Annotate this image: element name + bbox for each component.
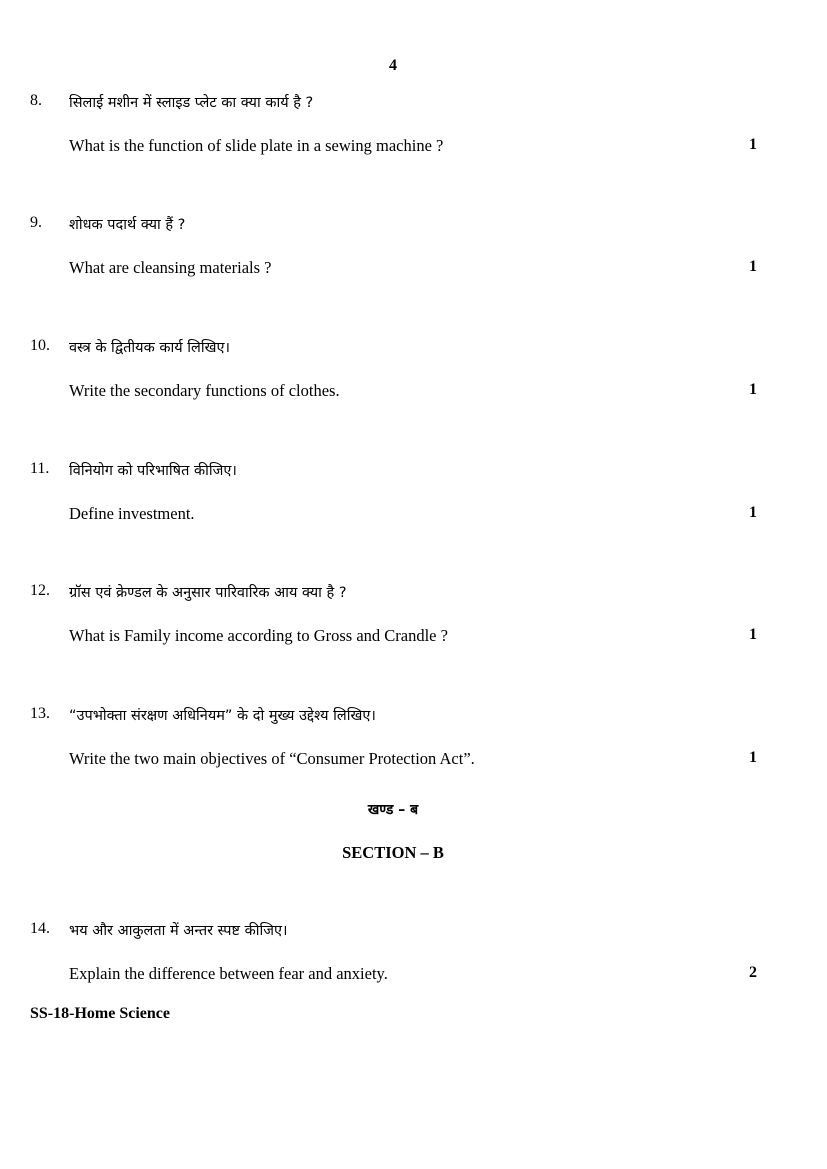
question-marks: 1	[749, 626, 757, 643]
question-12	[30, 582, 760, 650]
question-text-english: What is the function of slide plate in a sewing machine ?	[69, 136, 444, 155]
question-marks: 1	[749, 136, 757, 153]
page-number: 4	[389, 57, 397, 74]
question-text-english: What are cleansing materials ?	[69, 258, 272, 277]
question-11	[30, 460, 760, 528]
question-marks: 1	[749, 504, 757, 521]
question-number: 10.	[30, 337, 50, 354]
question-text-english: Write the two main objectives of “Consumer Protection Act”.	[69, 749, 475, 768]
question-9	[30, 214, 760, 282]
question-marks: 2	[749, 964, 757, 981]
question-text-english: Define investment.	[69, 504, 195, 523]
question-marks: 1	[749, 258, 757, 275]
question-text-hindi: विनियोग को परिभाषित कीजिए।	[69, 463, 237, 479]
question-marks: 1	[749, 381, 757, 398]
question-10	[30, 337, 760, 405]
question-number: 8.	[30, 92, 42, 109]
question-text-english: Write the secondary functions of clothes.	[69, 381, 340, 400]
question-14	[30, 920, 760, 988]
question-number: 13.	[30, 705, 50, 722]
question-text-hindi: वस्त्र के द्वितीयक कार्य लिखिए।	[69, 340, 230, 356]
question-text-hindi: शोधक पदार्थ क्या हैं ?	[69, 217, 186, 233]
question-number: 12.	[30, 582, 50, 599]
question-13	[30, 705, 760, 773]
question-number: 11.	[30, 460, 50, 477]
section-heading-hindi: खण्ड – ब	[367, 802, 419, 818]
question-text-hindi: ग्रॉस एवं क्रेण्डल के अनुसार पारिवारिक आय क्या है ?	[69, 585, 347, 601]
question-number: 9.	[30, 214, 42, 231]
question-text-hindi: “उपभोक्ता संरक्षण अधिनियम” के दो मुख्य उद्देश्य लिखिए।	[69, 708, 376, 724]
question-text-english: What is Family income according to Gross and Crandle ?	[69, 626, 448, 645]
footer-paper-code: SS-18-Home Science	[30, 1005, 170, 1022]
question-text-english: Explain the difference between fear and anxiety.	[69, 964, 388, 983]
question-text-hindi: सिलाई मशीन में स्लाइड प्लेट का क्या कार्य है ?	[69, 95, 314, 111]
question-text-hindi: भय और आकुलता में अन्तर स्पष्ट कीजिए।	[69, 923, 288, 939]
question-marks: 1	[749, 749, 757, 766]
question-8	[30, 92, 760, 160]
question-number: 14.	[30, 920, 50, 937]
section-heading-english: SECTION – B	[342, 843, 444, 862]
